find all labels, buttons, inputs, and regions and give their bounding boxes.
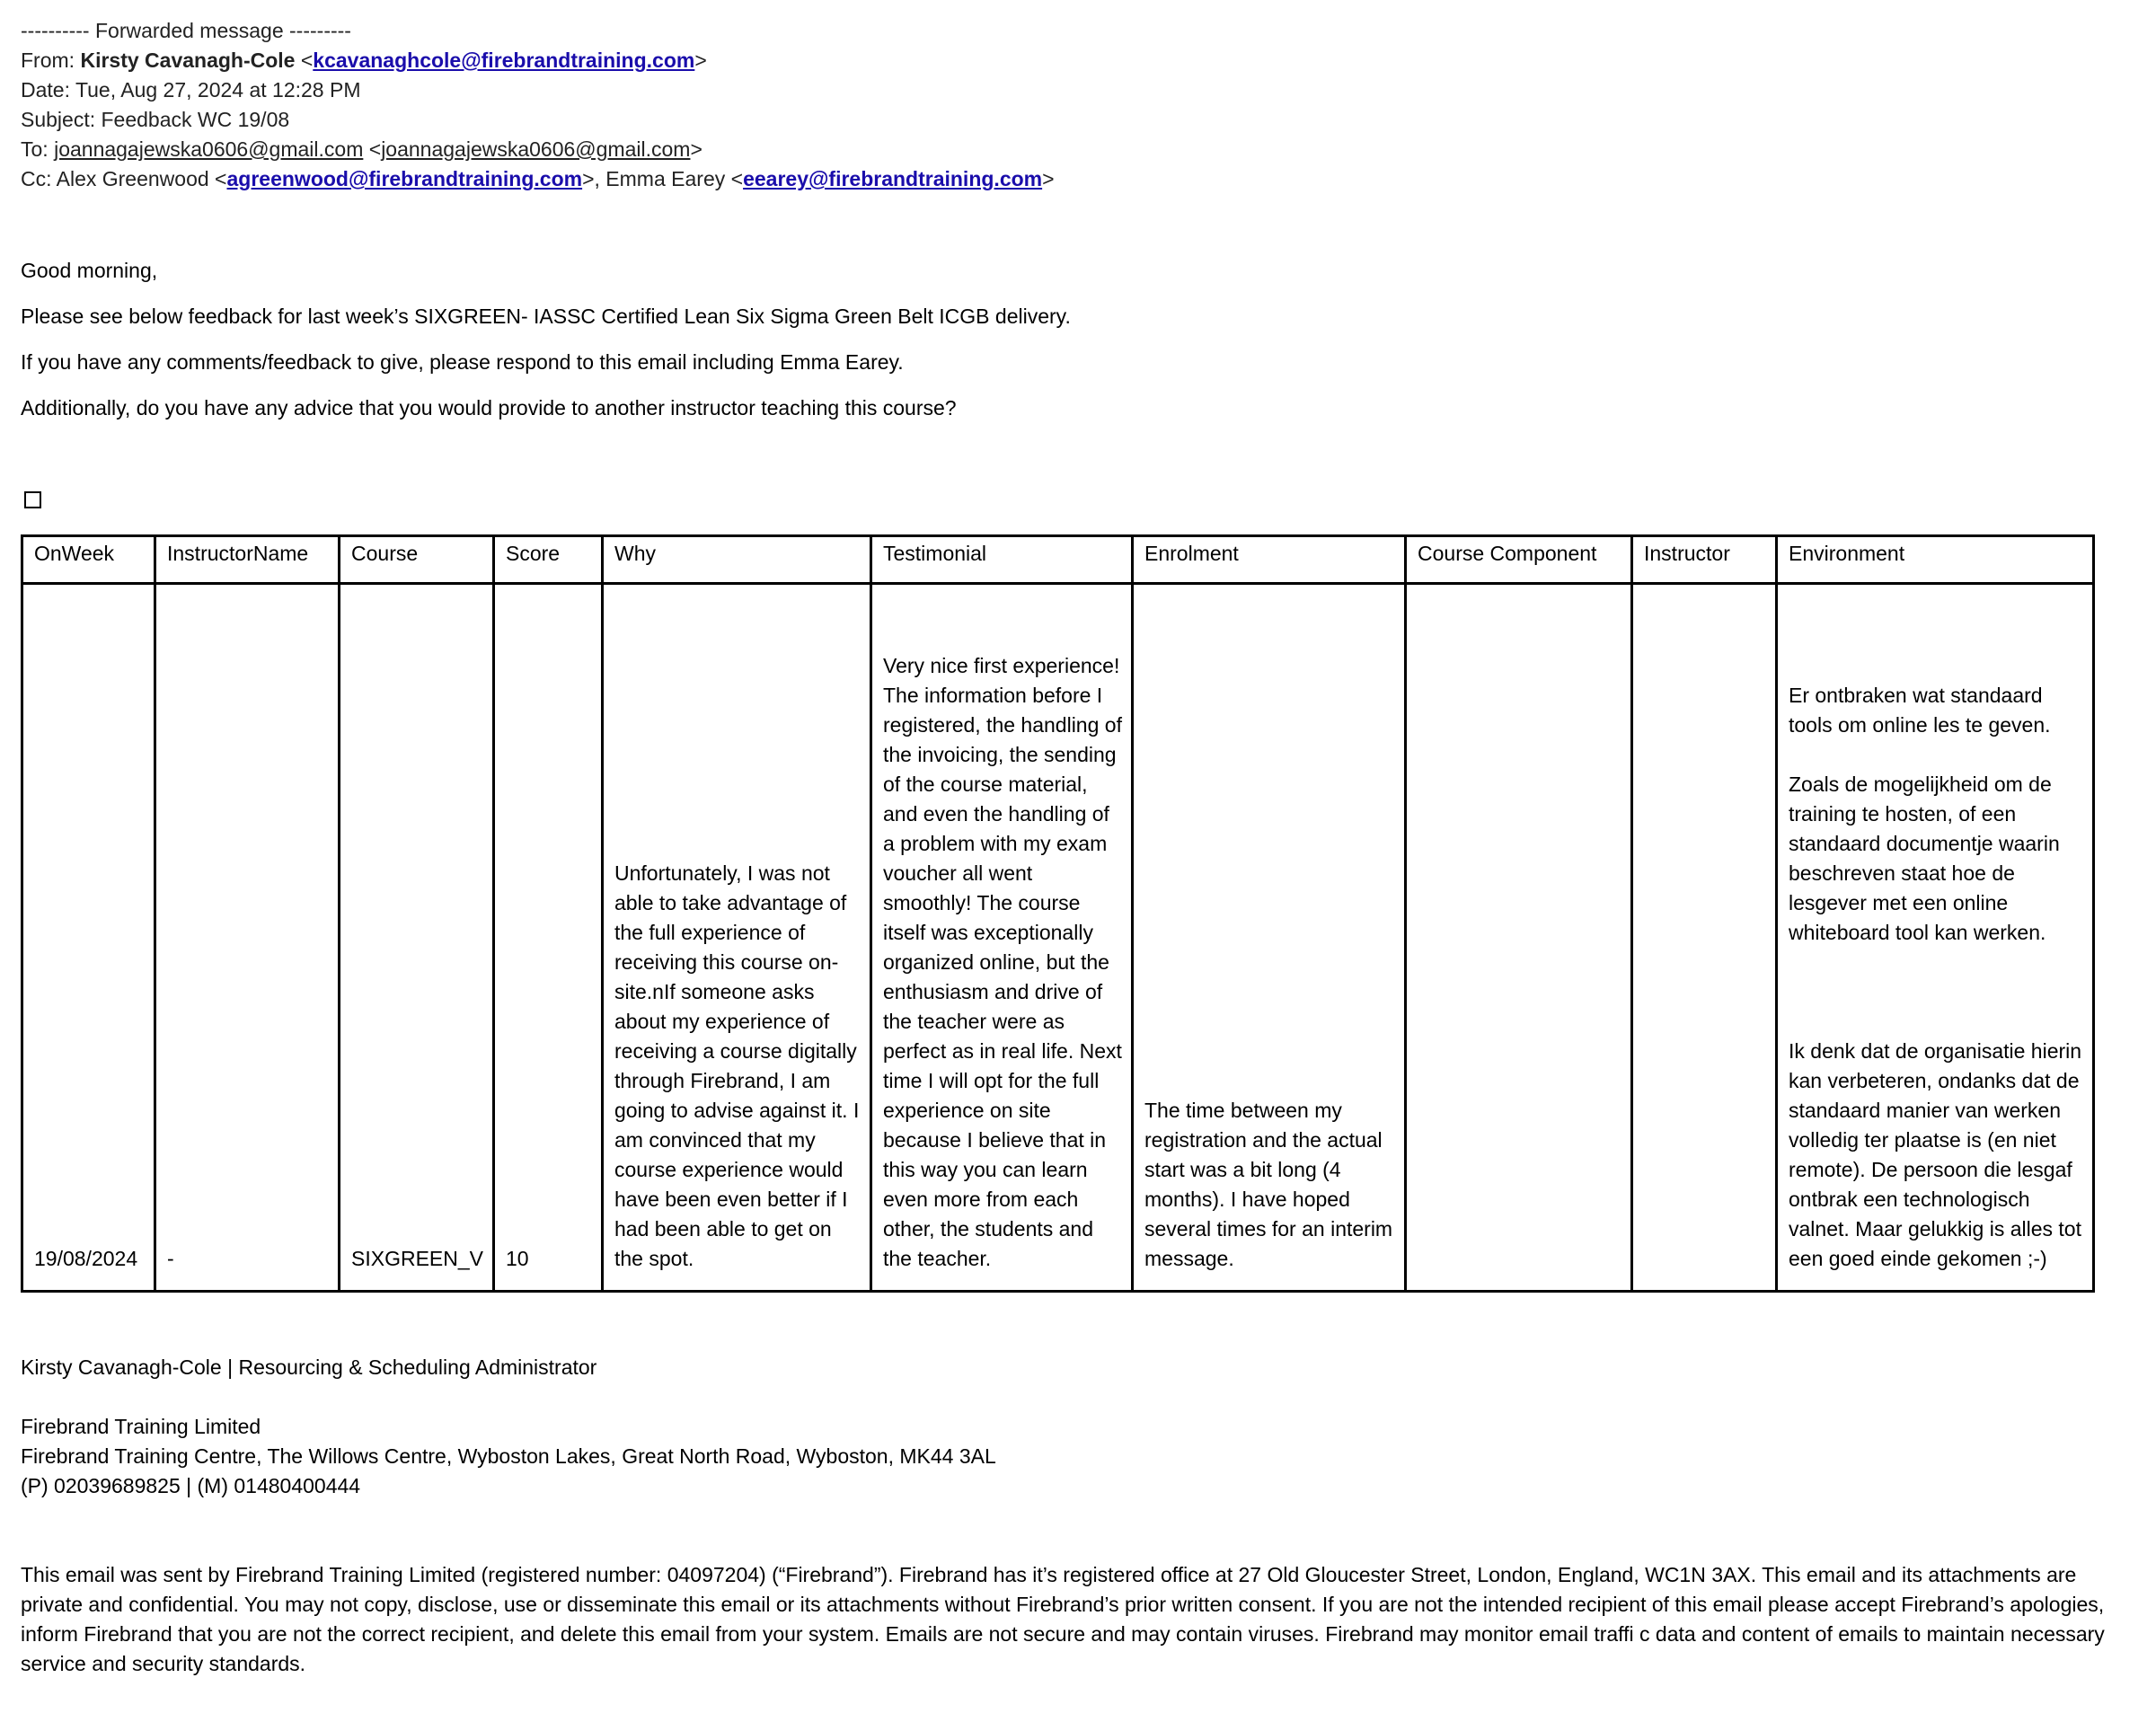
header-instructor-name: InstructorName — [155, 536, 340, 584]
header-onweek: OnWeek — [22, 536, 155, 584]
from-email-link[interactable]: kcavanaghcole@firebrandtraining.com — [313, 49, 695, 72]
table-header-row — [22, 536, 2094, 584]
environment-paragraph-3: Ik denk dat de organisatie hierin kan verbeteren, ondanks dat de standaard manier van werken volledig ter plaatse is (en niet remote). De persoon die lesgaf ontbrak een technologisch valnet. Maar gelukkig is alles tot een goed einde gekomen ;-) — [1789, 1039, 2082, 1270]
cell-instructor-name: - — [155, 584, 340, 1292]
signature-phones: (P) 02039689825 | (M) 01480400444 — [21, 1474, 361, 1497]
body-paragraph-1: Please see below feedback for last week’s SIXGREEN- IASSC Certified Lean Six Sigma Green Belt ICGB delivery. — [21, 305, 1071, 328]
cell-testimonial: Very nice first experience! The information before I registered, the handling of the invoicing, the sending of the course material, and even the handling of a problem with my exam voucher all went smoothly! The course itself was exceptionally organized online, but the enthusiasm and drive of the teacher were as perfect as in real life. Next time I will opt for the full experience on site because I believe that in this way you can learn even more from each other, the students and the teacher. — [871, 584, 1133, 1292]
header-course-component: Course Component — [1406, 536, 1632, 584]
to-email-link[interactable]: joannagajewska0606@gmail.com — [54, 137, 364, 161]
from-label: From: — [21, 49, 75, 72]
header-why: Why — [603, 536, 871, 584]
to-email-bracket-link[interactable]: joannagajewska0606@gmail.com — [381, 137, 691, 161]
cc2-name: , Emma Earey — [594, 167, 726, 190]
cc1-email-link[interactable]: agreenwood@firebrandtraining.com — [226, 167, 583, 190]
feedback-table — [21, 534, 2095, 1293]
email-signature — [21, 1353, 996, 1501]
email-body — [21, 256, 1071, 423]
date-line: Date: Tue, Aug 27, 2024 at 12:28 PM — [21, 78, 361, 102]
cc2-email-link[interactable]: eearey@firebrandtraining.com — [743, 167, 1043, 190]
to-line: To: joannagajewska0606@gmail.com <joannagajewska0606@gmail.com> — [21, 137, 702, 161]
cell-score: 10 — [494, 584, 603, 1292]
header-course: Course — [340, 536, 494, 584]
environment-paragraph-1: Er ontbraken wat standaard tools om online les te geven. — [1789, 684, 2051, 737]
header-instructor: Instructor — [1632, 536, 1777, 584]
table-row — [22, 584, 2094, 1292]
cc-label: Cc: Alex Greenwood — [21, 167, 209, 190]
cell-environment — [1777, 584, 2094, 1292]
subject-line: Subject: Feedback WC 19/08 — [21, 108, 290, 131]
from-name: Kirsty Cavanagh-Cole — [80, 49, 296, 72]
checkbox-placeholder-icon — [24, 491, 41, 508]
cell-instructor — [1632, 584, 1777, 1292]
body-paragraph-2: If you have any comments/feedback to give, please respond to this email including Emma Earey. — [21, 350, 904, 374]
header-testimonial: Testimonial — [871, 536, 1133, 584]
from-line: From: Kirsty Cavanagh-Cole <kcavanaghcole@firebrandtraining.com> — [21, 49, 707, 72]
signature-name-title: Kirsty Cavanagh-Cole | Resourcing & Scheduling Administrator — [21, 1355, 597, 1379]
header-score: Score — [494, 536, 603, 584]
cell-onweek: 19/08/2024 — [22, 584, 155, 1292]
email-header — [21, 16, 2141, 194]
environment-paragraph-2: Zoals de mogelijkheid om de training te hosten, of een standaard documentje waarin beschreven staat hoe de lesgever met een online whiteboard tool kan werken. — [1789, 773, 2060, 944]
body-paragraph-3: Additionally, do you have any advice that you would provide to another instructor teaching this course? — [21, 396, 957, 419]
email-disclaimer: This email was sent by Firebrand Training Limited (registered number: 04097204) (“Firebrand”). Firebrand has it’s registered office at 27 Old Gloucester Street, London, England, WC1N 3AX. This email and its attachments are private and confidential. You may not copy, disclose, use or disseminate this email or its attachments without Firebrand’s prior written consent. If you are not the intended recipient of this email please accept Firebrand’s apologies, inform Firebrand that you are not the correct recipient, and delete this email from your system. Emails are not secure and may contain viruses. Firebrand may monitor email traffi c data and content of emails to maintain necessary service and security standards. — [21, 1563, 2105, 1675]
forwarded-line: ---------- Forwarded message --------- — [21, 19, 351, 42]
header-environment: Environment — [1777, 536, 2094, 584]
cell-why: Unfortunately, I was not able to take advantage of the full experience of receiving this course on-site.nIf someone asks about my experience of receiving a course digitally through Firebrand, I am going to advise against it. I am convinced that my course experience would have been even better if I had been able to get on the spot. — [603, 584, 871, 1292]
header-enrolment: Enrolment — [1133, 536, 1406, 584]
cell-course: SIXGREEN_V — [340, 584, 494, 1292]
greeting: Good morning, — [21, 259, 158, 282]
cell-enrolment: The time between my registration and the actual start was a bit long (4 months). I have hoped several times for an interim message. — [1133, 584, 1406, 1292]
signature-address: Firebrand Training Centre, The Willows Centre, Wyboston Lakes, Great North Road, Wyboston, MK44 3AL — [21, 1444, 996, 1468]
to-label: To: — [21, 137, 49, 161]
cc-line: Cc: Alex Greenwood <agreenwood@firebrandtraining.com>, Emma Earey <eearey@firebrandtraining.com> — [21, 167, 1055, 190]
signature-company: Firebrand Training Limited — [21, 1415, 261, 1438]
email-page — [21, 16, 2141, 1675]
cell-course-component — [1406, 584, 1632, 1292]
